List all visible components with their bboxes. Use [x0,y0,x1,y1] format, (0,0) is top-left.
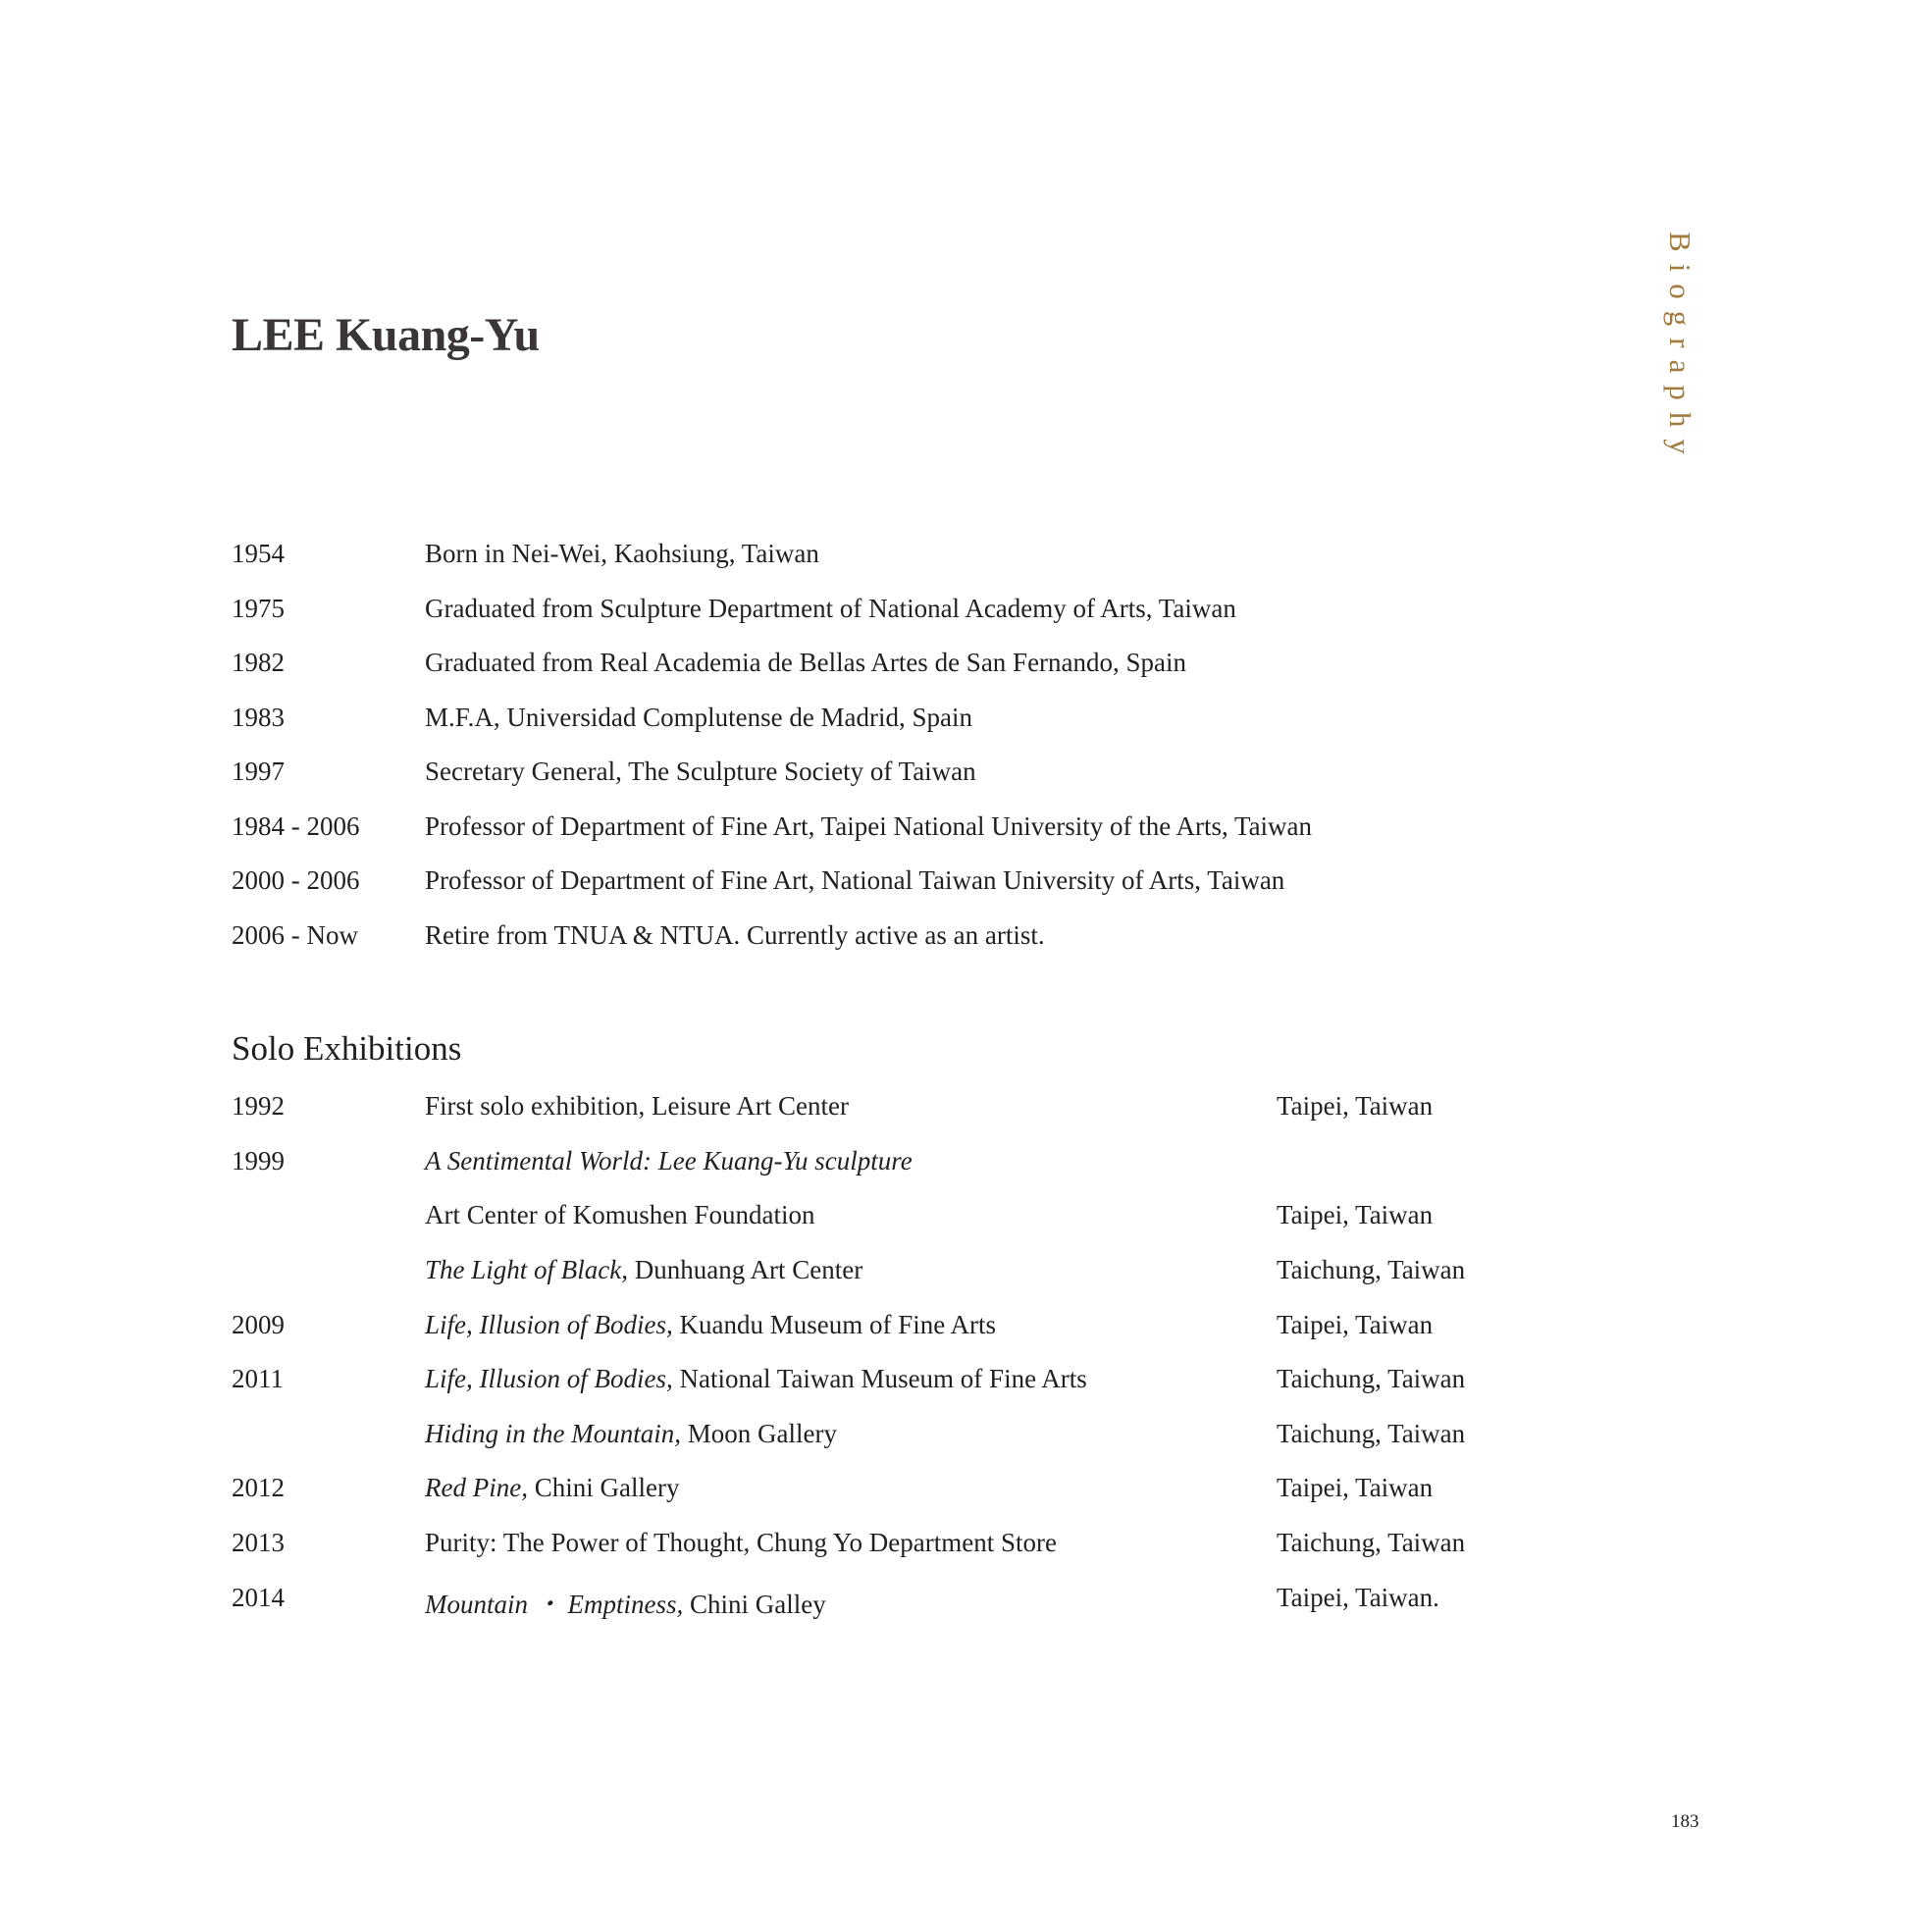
exhibition-title [425,1364,1087,1394]
exhibition-italic-title: Life, Illusion of Bodies, [425,1310,673,1339]
exhibition-title [425,1146,913,1176]
exhibition-year: 2011 [232,1364,284,1393]
exhibition-year: 1992 [232,1091,285,1121]
biography-text: Born in Nei-Wei, Kaohsiung, Taiwan [425,539,819,568]
exhibition-venue: National Taiwan Museum of Fine Arts [672,1364,1087,1393]
exhibition-italic-title: Hiding in the Mountain, [425,1419,681,1448]
exhibition-location: Taipei, Taiwan. [1277,1583,1439,1612]
exhibition-title [425,1200,814,1230]
artist-name-title: LEE Kuang-Yu [232,309,540,361]
exhibition-location: Taipei, Taiwan [1277,1091,1434,1121]
exhibition-year: 1999 [232,1146,285,1175]
page-number: 183 [1671,1811,1699,1832]
exhibition-year: 2009 [232,1310,285,1339]
biography-year: 1997 [232,757,285,786]
exhibition-venue: First solo exhibition, Leisure Art Center [425,1091,849,1121]
exhibition-title [425,1583,826,1621]
exhibition-venue: Kuandu Museum of Fine Arts [672,1310,996,1339]
biography-text: Professor of Department of Fine Art, Taipei National University of the Arts, Taiwan [425,811,1313,841]
biography-text: Professor of Department of Fine Art, National Taiwan University of Arts, Taiwan [425,865,1285,895]
solo-exhibitions-heading: Solo Exhibitions [232,1029,462,1068]
biography-year: 1984 - 2006 [232,811,360,841]
exhibition-title [425,1528,1057,1558]
exhibition-location: Taichung, Taiwan [1277,1528,1466,1557]
exhibition-italic-title: Life, Illusion of Bodies, [425,1364,673,1393]
exhibition-location: Taipei, Taiwan [1277,1310,1434,1339]
exhibition-title [425,1310,996,1340]
exhibition-venue: Moon Gallery [680,1419,837,1448]
exhibition-location: Taichung, Taiwan [1277,1255,1466,1284]
exhibition-year: 2012 [232,1473,285,1502]
exhibition-venue: Art Center of Komushen Foundation [425,1200,815,1229]
exhibition-venue: Chini Galley [683,1590,826,1619]
exhibition-venue: Purity: The Power of Thought, Chung Yo Department Store [425,1528,1057,1557]
biography-text: Graduated from Sculpture Department of National Academy of Arts, Taiwan [425,594,1236,623]
exhibition-title [425,1255,862,1285]
exhibition-italic-title: A Sentimental World: Lee Kuang-Yu sculpture [425,1146,913,1175]
exhibition-italic-title: The Light of Black, [425,1255,628,1284]
biography-year: 2000 - 2006 [232,865,360,895]
biography-year: 1982 [232,648,285,677]
exhibition-location: Taichung, Taiwan [1277,1419,1466,1448]
biography-text: Retire from TNUA & NTUA. Currently active as an artist. [425,920,1045,950]
exhibition-location: Taipei, Taiwan [1277,1473,1434,1502]
exhibition-italic-title: Mountain ・ Emptiness, [425,1590,684,1619]
biography-year: 2006 - Now [232,920,358,950]
exhibition-venue: Dunhuang Art Center [627,1255,863,1284]
biography-year: 1983 [232,703,285,732]
biography-text: Secretary General, The Sculpture Society of Taiwan [425,757,976,786]
biography-text: M.F.A, Universidad Complutense de Madrid, Spain [425,703,973,732]
exhibition-title [425,1473,679,1503]
biography-text: Graduated from Real Academia de Bellas Artes de San Fernando, Spain [425,648,1187,677]
exhibition-title [425,1091,849,1122]
exhibition-location: Taichung, Taiwan [1277,1364,1466,1393]
biography-year: 1975 [232,594,285,623]
exhibition-year: 2013 [232,1528,285,1557]
exhibition-italic-title: Red Pine, [425,1473,528,1502]
section-side-label: Biography [1663,232,1697,466]
exhibition-venue: Chini Gallery [527,1473,680,1502]
exhibition-title [425,1419,837,1449]
biography-year: 1954 [232,539,285,568]
exhibition-location: Taipei, Taiwan [1277,1200,1434,1229]
exhibition-year: 2014 [232,1583,285,1612]
